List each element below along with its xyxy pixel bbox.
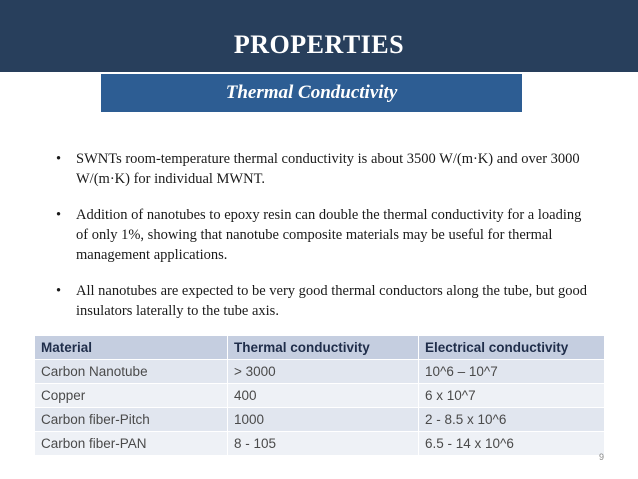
table-cell: 1000	[228, 408, 419, 432]
bullet-item	[52, 149, 597, 189]
bullet-list	[52, 149, 597, 337]
table-cell: > 3000	[228, 360, 419, 384]
table-cell: 8 - 105	[228, 432, 419, 456]
page-subtitle: Thermal Conductivity	[225, 82, 398, 103]
bullet-text: Addition of nanotubes to epoxy resin can double the thermal conductivity for a loading of only 1%, showing that nanotube composite materials may be useful for thermal management applications.	[76, 207, 582, 263]
properties-table	[34, 335, 605, 456]
table-row	[35, 432, 605, 456]
page-title: PROPERTIES	[233, 30, 405, 59]
column-header-electrical: Electrical conductivity	[419, 336, 605, 360]
table-cell: 6 x 10^7	[419, 384, 605, 408]
table-cell: 2 - 8.5 x 10^6	[419, 408, 605, 432]
table-row	[35, 384, 605, 408]
bullet-text: All nanotubes are expected to be very good thermal conductors along the tube, but good insulators laterally to the tube axis.	[76, 283, 587, 319]
column-header-material: Material	[35, 336, 228, 360]
table-cell: Copper	[35, 384, 228, 408]
table-cell: 400	[228, 384, 419, 408]
bullet-item	[52, 281, 597, 321]
page-number: 9	[598, 452, 604, 462]
table-row	[35, 408, 605, 432]
bullet-marker: •	[56, 283, 62, 299]
table-cell: 10^6 – 10^7	[419, 360, 605, 384]
table-cell: Carbon fiber-Pitch	[35, 408, 228, 432]
column-header-thermal: Thermal conductivity	[228, 336, 419, 360]
table-cell: Carbon fiber-PAN	[35, 432, 228, 456]
bullet-item	[52, 205, 597, 265]
table-row	[35, 360, 605, 384]
bullet-marker: •	[56, 151, 62, 167]
table-cell: Carbon Nanotube	[35, 360, 228, 384]
bullet-marker: •	[56, 207, 62, 223]
table-header-row	[35, 336, 605, 360]
table-cell: 6.5 - 14 x 10^6	[419, 432, 605, 456]
bullet-text: SWNTs room-temperature thermal conductivity is about 3500 W/(m·K) and over 3000 W/(m·K) for individual MWNT.	[76, 151, 580, 187]
